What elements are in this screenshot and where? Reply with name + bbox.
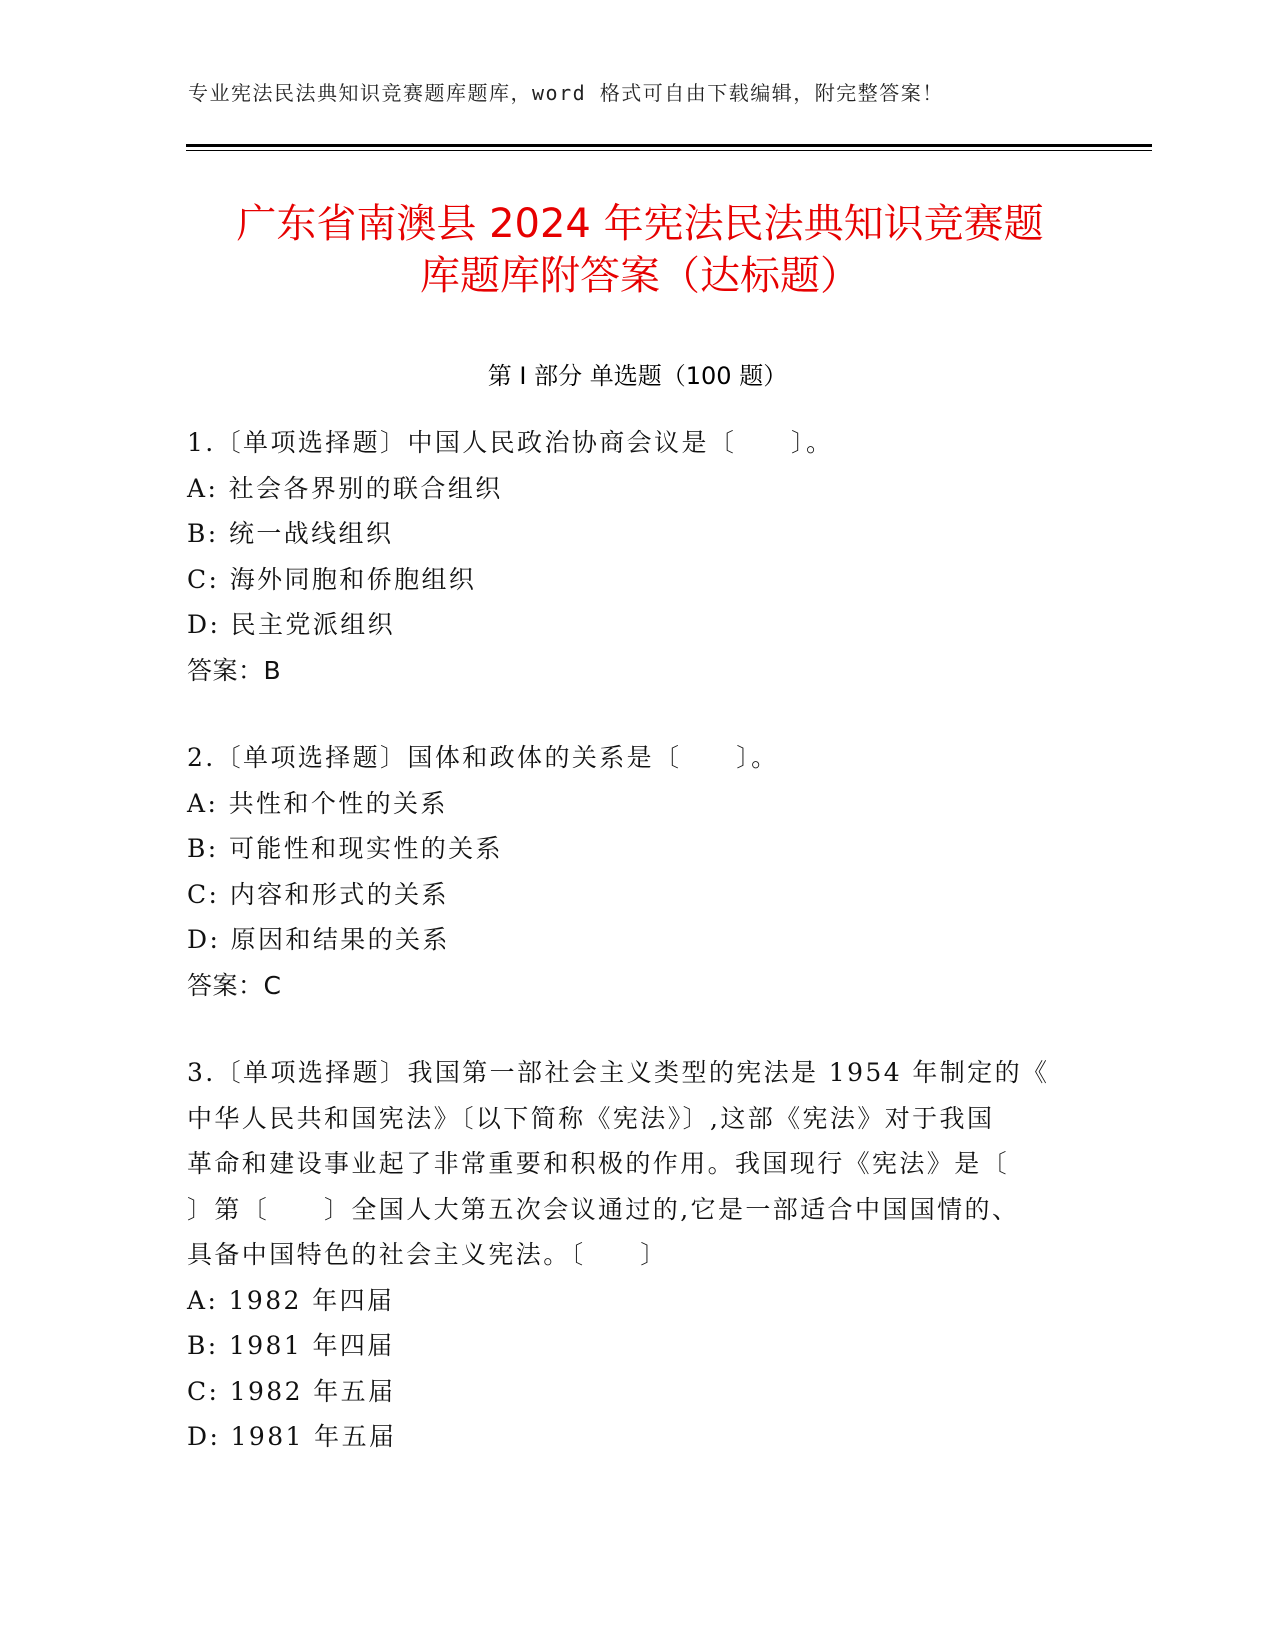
question-1: [187, 420, 1087, 693]
header-rule-thin: [186, 150, 1152, 151]
option-b: B: 1981 年四届: [187, 1331, 395, 1360]
header-rule-thick: [186, 144, 1152, 147]
header-note: 专业宪法民法典知识竞赛题库题库，word 格式可自由下载编辑，附完整答案！: [188, 81, 944, 105]
question-stem-line-3: 革命和建设事业起了非常重要和积极的作用。我国现行《宪法》是〔: [187, 1149, 1010, 1178]
option-b: B: 可能性和现实性的关系: [187, 834, 503, 863]
question-stem-line-4: 〕第〔 〕全国人大第五次会议通过的,它是一部适合中国国情的、: [187, 1194, 1020, 1224]
answer: 答案：B: [187, 655, 282, 685]
question-stem: 2.〔单项选择题〕国体和政体的关系是〔 〕。: [187, 743, 779, 772]
option-c: C: 海外同胞和侨胞组织: [187, 564, 477, 594]
question-stem-line-1: 3.〔单项选择题〕我国第一部社会主义类型的宪法是 1954 年制定的《: [187, 1058, 1050, 1087]
option-d: D: 1981 年五届: [187, 1422, 397, 1451]
option-c: C: 1982 年五届: [187, 1376, 396, 1406]
option-b: B: 统一战线组织: [187, 519, 394, 548]
option-a: A: 共性和个性的关系: [187, 788, 448, 818]
question-stem: 1.〔单项选择题〕中国人民政治协商会议是〔 〕。: [187, 428, 834, 457]
option-a: A: 1982 年四届: [187, 1285, 395, 1315]
answer: 答案：C: [187, 970, 282, 1000]
section-heading: 第 I 部分 单选题（100 题）: [487, 362, 788, 390]
option-d: D: 原因和结果的关系: [187, 925, 450, 954]
option-a: A: 社会各界别的联合组织: [187, 473, 503, 503]
question-stem-line-2: 中华人民共和国宪法》〔以下简称《宪法》〕,这部《宪法》对于我国: [187, 1103, 995, 1133]
document-title: [150, 198, 1130, 302]
question-stem-line-5: 具备中国特色的社会主义宪法。〔 〕: [187, 1240, 668, 1269]
question-2: [187, 735, 1087, 1008]
option-d: D: 民主党派组织: [187, 610, 396, 639]
title-line-2: 库题库附答案（达标题）: [420, 253, 860, 299]
option-c: C: 内容和形式的关系: [187, 879, 449, 909]
title-line-1: 广东省南澳县 2024 年宪法民法典知识竞赛题: [236, 201, 1044, 247]
question-3: [187, 1050, 1087, 1460]
